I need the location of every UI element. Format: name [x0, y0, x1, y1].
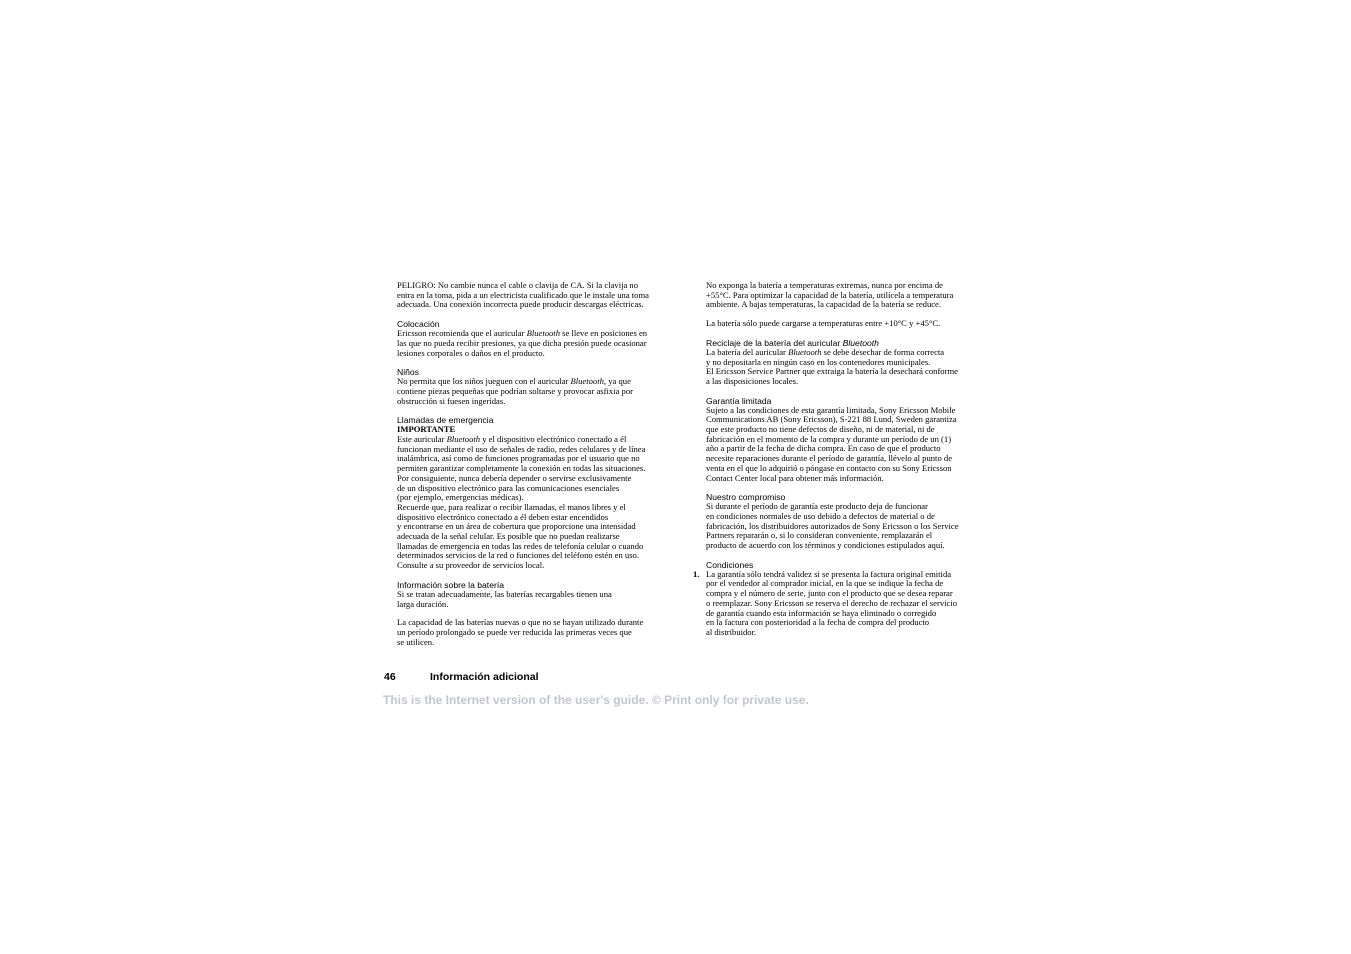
text-line: (por ejemplo, emergencias médicas).: [397, 492, 524, 503]
condition-number: 1.: [693, 568, 700, 579]
section-heading: Información sobre la batería: [397, 579, 505, 590]
ninos-section: [397, 367, 682, 406]
condiciones-section: [693, 559, 991, 638]
colocacion-section: [397, 319, 682, 358]
text-line: adecuada. Una conexión incorrecta puede producir descargas eléctricas.: [397, 299, 644, 310]
emergencia-section: [397, 415, 682, 571]
page-number: 46: [384, 671, 396, 683]
text-line: se utilicen.: [397, 636, 435, 647]
left-column: [397, 281, 682, 656]
text-line: Este auricular Bluetooth y el dispositivo electrónico conectado a él: [397, 434, 627, 445]
text-line: inalámbrica, así como de funciones programadas por el usuario que no: [397, 453, 640, 464]
text-line: y encontrarse en un área de cobertura que proporcione una intensidad: [397, 521, 636, 532]
text-line: permiten garantizar completamente la conexión en todas las situaciones.: [397, 463, 646, 474]
text-line: entra en la toma, pida a un electricista cualificado que le instale una toma: [397, 289, 649, 300]
text-line: Partners repararán o, si lo consideran conveniente, remplazarán el: [706, 530, 933, 541]
text-line: La batería del auricular Bluetooth se debe desechar de forma correcta: [706, 346, 945, 357]
text-line: compra y el número de serie, junto con el producto que se desea reparar: [706, 588, 953, 599]
text-line: Ericsson recomienda que el auricular Bluetooth se lleve en posiciones en: [397, 328, 648, 339]
text-line: El Ericsson Service Partner que extraiga la batería la desechará conforme: [706, 366, 958, 377]
text-line: de garantía cuando esta información se haya eliminado o corregido: [706, 607, 937, 618]
text-line: las que no pueda recibir presiones, ya que dicha presión puede ocasionar: [397, 337, 647, 348]
section-heading: Condiciones: [706, 559, 754, 570]
text-line: Consulte a su proveedor de servicios local.: [397, 560, 545, 571]
text-line: Por consiguiente, nunca debería depender o servirse exclusivamente: [397, 472, 632, 483]
text-line: un período prolongado se puede ver reducida las primeras veces que: [397, 626, 632, 637]
text-line: obstrucción si fuesen ingeridas.: [397, 395, 506, 406]
section-heading: Colocación: [397, 319, 440, 330]
text-line: PELIGRO: No cambie nunca el cable o clavija de CA. Si la clavija no: [397, 280, 639, 290]
text-line: a las disposiciones locales.: [706, 375, 799, 386]
text-line: año a partir de la fecha de dicha compra. En caso de que el producto: [706, 443, 941, 454]
text-line: llamadas de emergencia en todas las redes de telefonía celular o cuando: [397, 540, 644, 551]
reciclaje-section: [706, 338, 991, 387]
text-line: Si se tratan adecuadamente, las baterías recargables tienen una: [397, 588, 612, 599]
section-heading: Reciclaje de la batería del auricular Bluetooth: [706, 337, 879, 348]
section-heading: Llamadas de emergencia: [397, 415, 494, 426]
text-line: lesiones corporales o daños en el producto.: [397, 347, 545, 358]
text-line: dispositivo electrónico conectado a él deben estar encendidos: [397, 511, 609, 522]
text-line: adecuada de la señal celular. Es posible que no puedan realizarse: [397, 531, 620, 542]
bateria-section: [397, 580, 682, 609]
text-line: +55°C. Para optimizar la capacidad de la batería, utilícela a temperatura: [706, 289, 954, 300]
text-line: fabricación, los distribuidores autorizados de Sony Ericsson o los Service: [706, 520, 959, 531]
important-label: IMPORTANTE: [397, 424, 456, 435]
text-line: fabricación en el momento de la compra y durante un período de un (1): [706, 433, 952, 444]
text-line: larga duración.: [397, 598, 449, 609]
bateria-paragraph-2: [397, 618, 682, 647]
text-line: al distribuidor.: [706, 626, 757, 637]
text-line: contiene piezas pequeñas que podrían soltarse y provocar asfixia por: [397, 385, 634, 396]
text-line: en la factura con posterioridad a la fecha de compra del producto: [706, 617, 930, 628]
garantia-section: [706, 396, 991, 484]
text-line: por el vendedor al comprador inicial, en la que se indique la fecha de: [706, 578, 944, 589]
text-line: La batería sólo puede cargarse a temperaturas entre +10°C y +45°C.: [706, 318, 941, 329]
text-line: Communications AB (Sony Ericsson), S-221 88 Lund, Sweden garantiza: [706, 414, 957, 425]
text-line: necesite reparaciones durante el período de garantía, llévelo al punto de: [706, 453, 953, 464]
right-column: [693, 280, 991, 647]
text-line: que este producto no tiene defectos de diseño, ni de material, ni de: [706, 424, 935, 435]
text-line: y no depositarla en ningún caso en los contenedores municipales.: [706, 356, 931, 367]
text-line: Sujeto a las condiciones de esta garantía limitada, Sony Ericsson Mobile: [706, 404, 956, 415]
section-heading: Nuestro compromiso: [706, 492, 786, 503]
text-line: funcionan mediante el uso de señales de radio, redes celulares y de línea: [397, 443, 646, 454]
text-line: Recuerde que, para realizar o recibir llamadas, el manos libres y el: [397, 501, 626, 512]
peligro-paragraph: [397, 281, 682, 310]
text-line: La capacidad de las baterías nuevas o que no se hayan utilizado durante: [397, 617, 644, 628]
text-line: producto de acuerdo con los términos y condiciones estipulados aquí.: [706, 540, 945, 551]
text-line: No permita que los niños jueguen con el auricular Bluetooth, ya que: [397, 376, 631, 387]
compromiso-section: [706, 492, 991, 551]
text-line: La garantía sólo tendrá validez si se presenta la factura original emitida: [706, 568, 952, 579]
text-line: venta en el que lo adquirió o póngase en contacto con su Sony Ericsson: [706, 462, 952, 473]
section-heading: Garantía limitada: [706, 395, 772, 406]
condition-item: [693, 568, 991, 638]
text-line: en condiciones normales de uso debido a defectos de material o de: [706, 510, 935, 521]
section-heading: Niños: [397, 367, 419, 378]
temperaturas-paragraph: [706, 281, 991, 310]
text-line: determinados servicios de la red o funciones del teléfono estén en uso.: [397, 550, 639, 561]
text-line: Contact Center local para obtener más información.: [706, 472, 884, 483]
text-line: Si durante el período de garantía este producto deja de funcionar: [706, 501, 928, 512]
text-line: o reemplazar. Sony Ericsson se reserva el derecho de rechazar el servicio: [706, 597, 958, 608]
section-title: Información adicional: [430, 671, 539, 683]
carga-paragraph: [706, 319, 991, 329]
text-line: ambiente. A bajas temperaturas, la capacidad de la batería se reduce.: [706, 299, 942, 310]
text-line: No exponga la batería a temperaturas extremas, nunca por encima de: [706, 280, 943, 290]
text-line: de un dispositivo electrónico para las comunicaciones esenciales: [397, 482, 620, 493]
internet-version-notice: This is the Internet version of the user's guide. © Print only for private use.: [383, 693, 809, 707]
